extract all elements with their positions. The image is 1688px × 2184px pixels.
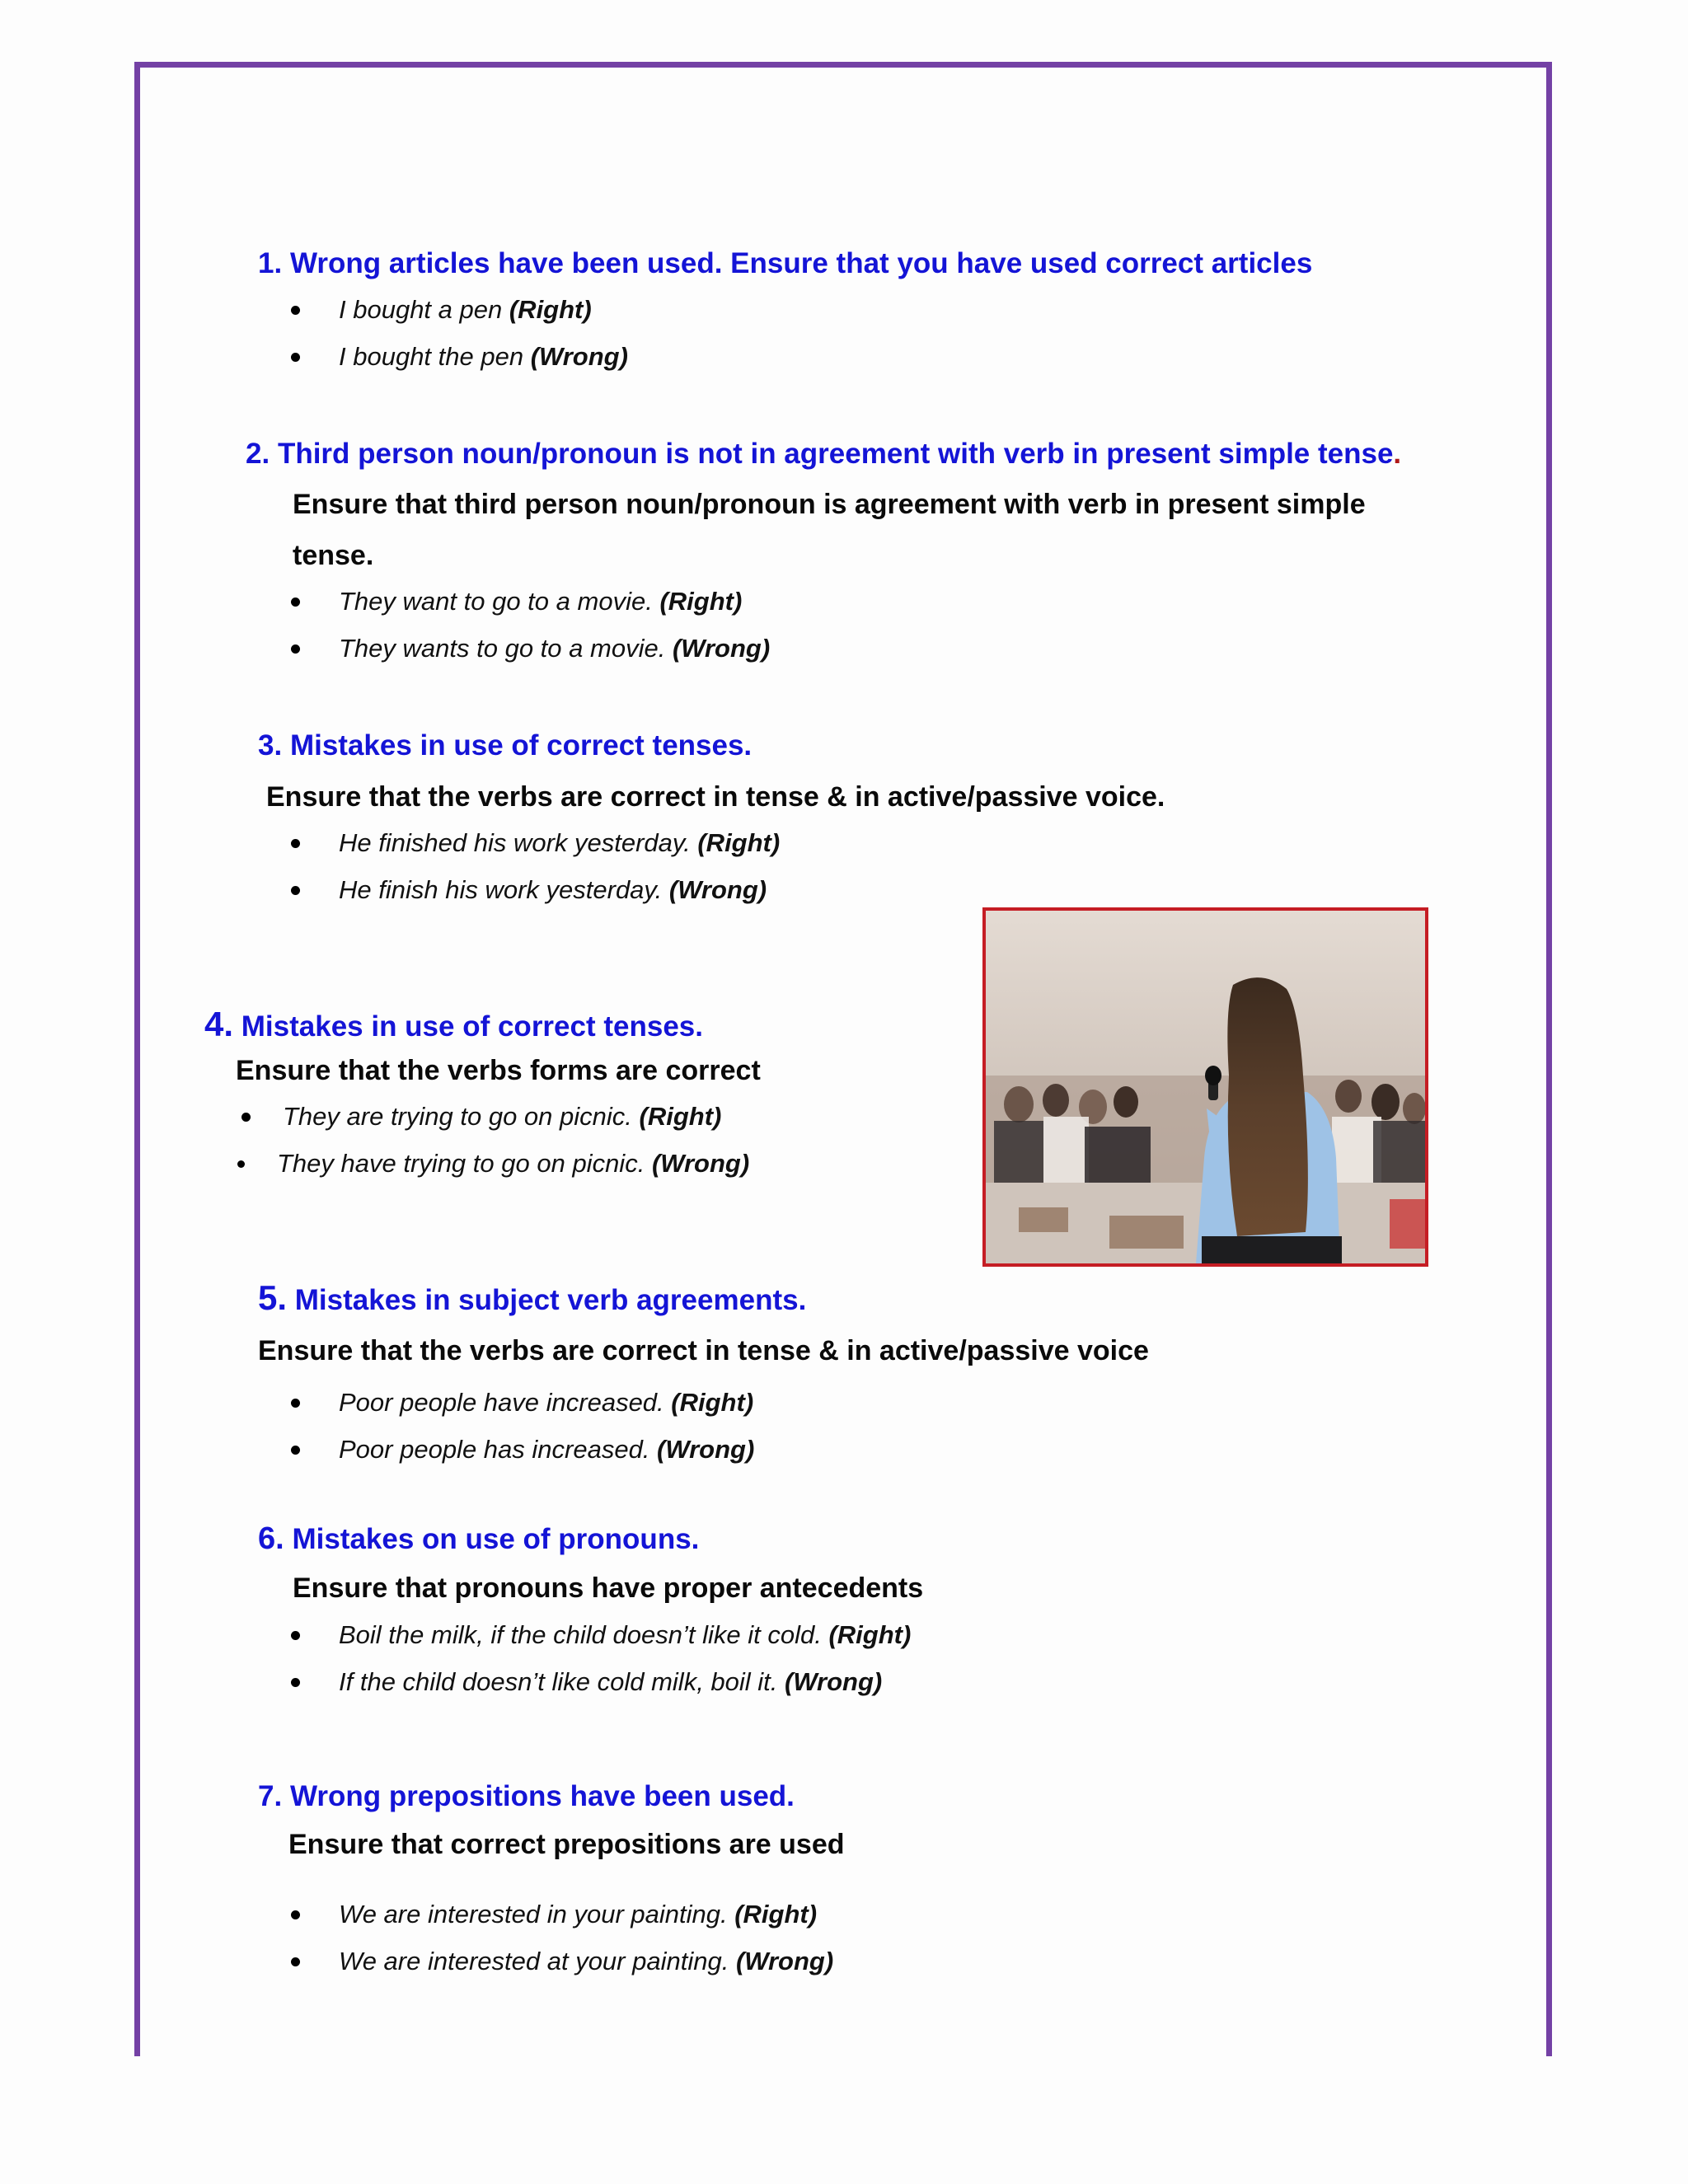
list-item: [291, 1900, 817, 1929]
list-item: [291, 1388, 753, 1418]
example-text: He finished his work yesterday.: [339, 828, 691, 857]
verdict-label: (Wrong): [672, 634, 771, 663]
section-4-subheading: Ensure that the verbs forms are correct: [236, 1055, 761, 1086]
bullet-icon: [291, 1957, 300, 1966]
bullet-icon: [291, 598, 300, 607]
list-item: [291, 1620, 911, 1650]
list-item: [291, 295, 592, 325]
verdict-label: (Wrong): [668, 875, 767, 904]
section-number: 7.: [258, 1780, 283, 1812]
section-3-subheading: Ensure that the verbs are correct in tense & in active/passive voice.: [266, 781, 1165, 813]
section-number: 6.: [258, 1521, 284, 1556]
bullet-icon: [291, 306, 300, 315]
bullet-icon: [291, 886, 300, 895]
list-item: [291, 875, 767, 905]
bullet-icon: [291, 1910, 300, 1919]
list-item: [291, 587, 742, 616]
example-text: They have trying to go on picnic.: [277, 1149, 645, 1178]
list-item: [241, 1102, 721, 1132]
section-number: 4.: [204, 1005, 234, 1043]
example-text: They want to go to a movie.: [339, 587, 653, 616]
example-text: They wants to go to a movie.: [339, 634, 666, 663]
speaker-photo-icon: [986, 911, 1425, 1263]
section-number: 3.: [258, 729, 283, 762]
section-5-subheading: Ensure that the verbs are correct in tense & in active/passive voice: [258, 1335, 1149, 1366]
section-2-heading: [246, 438, 1401, 471]
verdict-label: (Right): [697, 828, 781, 857]
verdict-label: (Right): [659, 587, 743, 616]
verdict-label: (Wrong): [785, 1667, 883, 1696]
bullet-icon: [291, 1399, 300, 1408]
verdict-label: (Wrong): [735, 1947, 834, 1975]
section-6-heading: [258, 1521, 699, 1557]
bullet-icon: [241, 1113, 251, 1122]
bullet-icon: [291, 1631, 300, 1640]
section-7-subheading: Ensure that correct prepositions are used: [288, 1829, 845, 1860]
verdict-label: (Right): [734, 1900, 818, 1929]
list-item: [291, 1667, 882, 1697]
bullet-icon: [291, 353, 300, 362]
example-text: I bought the pen: [339, 342, 524, 371]
verdict-label: (Wrong): [657, 1435, 755, 1464]
section-number: 5.: [258, 1278, 288, 1317]
list-item: [291, 342, 628, 372]
bullet-icon: [291, 644, 300, 654]
section-title: Wrong prepositions have been used.: [289, 1780, 795, 1812]
list-item: [291, 1947, 833, 1976]
verdict-label: (Wrong): [651, 1149, 750, 1178]
section-title: Mistakes in use of correct tenses.: [241, 1010, 703, 1043]
example-text: Poor people has increased.: [339, 1435, 650, 1464]
bullet-icon: [237, 1160, 245, 1168]
section-title: Mistakes in subject verb agreements.: [294, 1284, 807, 1316]
example-text: He finish his work yesterday.: [339, 875, 663, 904]
bullet-icon: [291, 839, 300, 848]
section-3-heading: [258, 729, 752, 762]
section-title: Wrong articles have been used. Ensure that you have used correct articles: [289, 247, 1313, 279]
list-item: [291, 634, 770, 663]
section-title: Third person noun/pronoun is not in agreement with verb in present simple tense: [277, 438, 1394, 470]
section-5-heading: [258, 1278, 806, 1318]
example-text: We are interested at your painting.: [339, 1947, 729, 1975]
verdict-label: (Right): [828, 1620, 912, 1649]
verdict-label: (Right): [639, 1102, 722, 1131]
verdict-label: (Right): [671, 1388, 754, 1417]
list-item: [291, 828, 780, 858]
speaker-photo: [982, 907, 1428, 1267]
example-text: Poor people have increased.: [339, 1388, 664, 1417]
example-text: They are trying to go on picnic.: [283, 1102, 632, 1131]
section-2-subheading-line2: tense.: [293, 540, 374, 571]
example-text: Boil the milk, if the child doesn’t like it cold.: [339, 1620, 822, 1649]
verdict-label: (Right): [509, 295, 592, 324]
bullet-icon: [291, 1446, 300, 1455]
section-title-end: .: [1393, 438, 1402, 470]
example-text: We are interested in your painting.: [339, 1900, 728, 1929]
section-title: Mistakes in use of correct tenses.: [289, 729, 753, 762]
section-number: 2.: [246, 438, 270, 470]
section-2-subheading-line1: Ensure that third person noun/pronoun is agreement with verb in present simple: [293, 489, 1366, 520]
list-item: [291, 1435, 754, 1465]
section-1-heading: [258, 247, 1312, 280]
verdict-label: (Wrong): [530, 342, 628, 371]
section-number: 1.: [258, 247, 283, 279]
section-title: Mistakes on use of pronouns.: [292, 1523, 700, 1555]
section-7-heading: [258, 1780, 795, 1813]
bullet-icon: [291, 1678, 300, 1687]
example-text: I bought a pen: [339, 295, 503, 324]
section-4-heading: [204, 1005, 703, 1044]
list-item: [237, 1149, 749, 1179]
section-6-subheading: Ensure that pronouns have proper antecedents: [293, 1572, 924, 1604]
example-text: If the child doesn’t like cold milk, boil it.: [339, 1667, 778, 1696]
